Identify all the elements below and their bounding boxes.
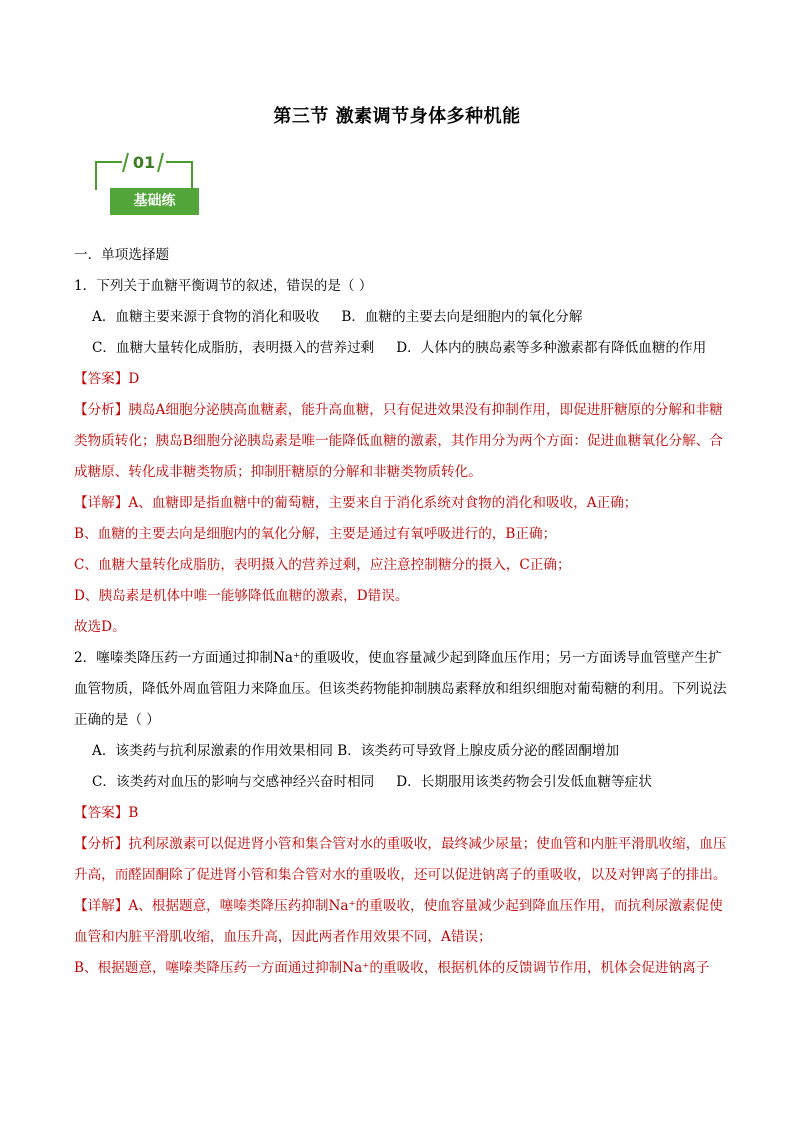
section-heading: 一．单项选择题 [74,247,170,263]
detail-line [74,488,734,519]
option-d: D．长期服用该类药物会引发低血糖等症状 [396,774,652,790]
detail-paragraph [74,891,734,953]
question-stem: 1．下列关于血糖平衡调节的叙述，错误的是（ ） [74,278,373,294]
page-title: 第三节 激素调节身体多种机能 [273,106,521,127]
analysis-tag: 【分析】 [74,402,129,418]
document-body [74,240,734,984]
badge-label: 基础练 [133,193,176,209]
option-a: A．该类药与抗利尿激素的作用效果相同 [92,743,333,759]
analysis-text: 胰岛A细胞分泌胰高血糖素，能升高血糖，只有促进效果没有抑制作用，即促进肝糖原的分解和非糖类物质转化；胰岛B细胞分泌胰岛素是唯一能降低血糖的激素，其作用分为两个方面：促进血糖氧化分解、合成糖原、转化成非糖类物质；抑制肝糖原的分解和非糖类物质转化。 [74,402,723,480]
section-badge [88,150,204,222]
options-row [74,767,734,798]
badge-number: 01 [132,153,156,172]
option-c: C．该类药对血压的影响与交感神经兴奋时相同 [92,774,375,790]
answer-line [74,798,734,829]
answer-line [74,364,734,395]
question-1 [74,271,734,643]
detail-line: C、血糖大量转化成脂肪，表明摄入的营养过剩，应注意控制糖分的摄入，C正确； [74,557,571,573]
analysis-text: 抗利尿激素可以促进肾小管和集合管对水的重吸收，最终减少尿量；使血管和内脏平滑肌收缩，血压升高，而醛固酮除了促进肾小管和集合管对水的重吸收，还可以促进钠离子的重吸收，以及对钾离子的排出。 [74,836,727,883]
detail-line: B、血糖的主要去向是细胞内的氧化分解，主要是通过有氧呼吸进行的，B正确； [74,526,557,542]
options-row [74,333,734,364]
option-b: B．该类药可导致肾上腺皮质分泌的醛固酮增加 [337,743,620,759]
answer-value: B [128,805,139,821]
question-stem: 2．噻嗪类降压药一方面通过抑制Na⁺的重吸收，使血容量减少起到降血压作用；另一方面诱导血管壁产生扩血管物质，降低外周血管阻力来降血压。但该类药物能抑制胰岛素释放和组织细胞对葡萄糖的利用。下列说法正确的是（ ） [74,650,727,728]
analysis-paragraph [74,395,734,488]
answer-tag: 【答案】 [74,805,129,821]
conclusion-line: 故选D。 [74,619,126,635]
analysis-paragraph [74,829,734,891]
detail-tag: 【详解】 [74,898,129,914]
analysis-tag: 【分析】 [74,836,129,852]
detail-line: D、胰岛素是机体中唯一能够降低血糖的激素，D错误。 [74,588,409,604]
answer-tag: 【答案】 [74,371,129,387]
option-c: C．血糖大量转化成脂肪，表明摄入的营养过剩 [92,340,375,356]
option-b: B．血糖的主要去向是细胞内的氧化分解 [341,309,583,325]
detail-text: A、血糖即是指血糖中的葡萄糖，主要来自于消化系统对食物的消化和吸收，A正确； [128,495,638,511]
answer-value: D [128,371,140,387]
option-d: D．人体内的胰岛素等多种激素都有降低血糖的作用 [396,340,707,356]
detail-text: A、根据题意，噻嗪类降压药抑制Na⁺的重吸收，使血容量减少起到降血压作用，而抗利尿激素促使血管和内脏平滑肌收缩，血压升高，因此两者作用效果不同，A错误； [74,898,723,945]
question-2 [74,643,734,984]
option-a: A．血糖主要来源于食物的消化和吸收 [92,309,320,325]
options-row [74,736,734,767]
detail-tag: 【详解】 [74,495,129,511]
detail-line: B、根据题意，噻嗪类降压药一方面通过抑制Na⁺的重吸收，根据机体的反馈调节作用，机体会促进钠离子 [74,960,710,976]
options-row [74,302,734,333]
